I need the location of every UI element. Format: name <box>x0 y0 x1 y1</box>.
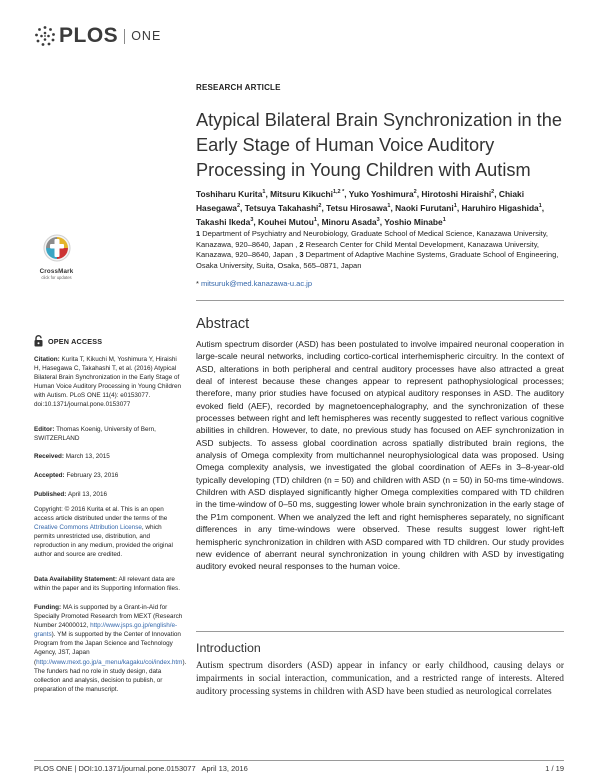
author-name: Kouhei Mutou$^1$ <box>258 216 317 227</box>
citation-text: Kurita T, Kikuchi M, Yoshimura Y, Hiraishi H, Hasegawa C, Takahashi T, et al. (2016) Atypical Bilateral Brain Synchronization in the Early Stage of Human Voice Auditory Processing in Young Children with Autism. PLoS ONE 11(4): e0153077. doi:10.1371/journal.pone.0153077 <box>34 356 182 409</box>
availability-label: Data Availability Statement: <box>34 576 118 583</box>
author-name: Tetsuya Takahashi$^2$ <box>244 202 322 213</box>
editor-block <box>34 425 184 443</box>
author-affiliation-mark: 3 <box>376 217 380 224</box>
crossmark-sub: click for updates <box>41 275 72 280</box>
funding-label: Funding: <box>34 604 62 611</box>
journal-name: ONE <box>131 29 162 43</box>
page-number: 1 / 19 <box>545 764 564 773</box>
author-affiliation-mark: 1 <box>313 217 317 224</box>
open-lock-icon <box>34 335 43 347</box>
funding-text: MA is supported by a Grant-in-Aid for Specially Promoted Research from MEXT (Research Number 24000012, <box>34 604 183 630</box>
received-block <box>34 452 184 461</box>
corresponding-star: * <box>196 279 202 288</box>
corresponding-email[interactable] <box>196 279 564 288</box>
author-affiliation-mark: 1 <box>538 203 542 210</box>
affiliation-number: 2 <box>299 239 304 249</box>
footer-divider <box>34 760 564 761</box>
author-name: Haruhiro Higashida$^1$ <box>461 202 542 213</box>
author-list: Toshiharu Kurita$^1$, Mitsuru Kikuchi$^{1,2 *}$, Yuko Yoshimura$^2$, Hirotoshi Hiraishi$^2$, Chiaki Hasegawa$^2$, Tetsuya Takahashi$^2$, Tetsu Hirosawa$^1$, Naoki Furutani$^1$, Haruhiro Higashida$^1$, Takashi Ikeda$^3$, Kouhei Mutou$^1$, Minoru Asada$^3$, Yoshio Minabe$^1$ <box>196 188 545 227</box>
accepted-block <box>34 471 184 480</box>
logo-divider <box>124 29 125 44</box>
author-affiliation-mark: 1,2 * <box>332 189 345 195</box>
published-block <box>34 490 184 499</box>
plos-dots-icon <box>34 25 56 47</box>
article-title: Atypical Bilateral Brain Synchronization in the Early Stage of Human Voice Auditory Processing in Young Children with Autism <box>196 110 562 180</box>
journal-logo[interactable] <box>34 24 161 48</box>
accepted-label: Accepted: <box>34 472 65 479</box>
author-affiliation-mark: 2 <box>236 203 241 210</box>
open-access-badge <box>34 335 102 347</box>
affiliation-number: 3 <box>299 250 304 260</box>
citation-label: Citation: <box>34 356 60 363</box>
copyright-text: Copyright: © 2016 Kurita et al. This is an open access article distributed under the terms of the <box>34 506 168 523</box>
footer-citation: PLOS ONE | DOI:10.1371/journal.pone.0153077 April 13, 2016 <box>34 764 248 773</box>
author-affiliation-mark: 1 <box>442 217 446 224</box>
affiliations <box>196 229 564 271</box>
abstract-heading: Abstract <box>196 316 250 332</box>
author-name: Tetsu Hirosawa$^1$ <box>326 202 391 213</box>
author-name: Mitsuru Kikuchi$^{1,2 *}$ <box>270 188 345 199</box>
funding-link-mext[interactable]: http://www.mext.go.jp/a_menu/kagaku/coi/index.htm <box>36 658 183 666</box>
funding-text-2: ). YM is supported by the Center of Innovation Program from the Japan Science and Technology Agency, JST, Japan ( <box>34 631 181 666</box>
editor-label: Editor: <box>34 426 55 433</box>
article-type: RESEARCH ARTICLE <box>196 83 281 92</box>
divider <box>196 300 564 301</box>
author-name: Yuko Yoshimura$^2$ <box>348 188 417 199</box>
affiliation-text: Department of Adaptive Machine Systems, Graduate School of Engineering, Osaka University, Suita, Osaka, 565–0871, Japan <box>196 250 559 270</box>
funding-text-3: ). The funders had no role in study design, data collection and analysis, decision to publish, or preparation of the manuscript. <box>34 658 187 693</box>
data-availability-block <box>34 575 184 593</box>
availability-text: All relevant data are within the paper and its Supporting Information files. <box>34 576 180 593</box>
author-name: Chiaki Hasegawa$^2$ <box>196 188 525 213</box>
author-affiliation-mark: 1 <box>453 203 457 210</box>
author-name: Yoshio Minabe$^1$ <box>384 216 446 227</box>
email-link[interactable]: mitsuruk@med.kanazawa-u.ac.jp <box>201 279 313 288</box>
divider <box>196 631 564 632</box>
author-affiliation-mark: 2 <box>491 189 495 195</box>
citation-block <box>34 355 184 410</box>
author-affiliation-mark: 2 <box>318 203 322 210</box>
introduction-heading: Introduction <box>196 641 261 655</box>
abstract-text: Autism spectrum disorder (ASD) has been postulated to involve impaired neuronal cooperation in large-scale neural networks, including cortico-cortical interhemispheric circuitry. In the context of ASD, alterations in both peripheral and central auditory processes have also attracted a great deal of interest because these changes appear to represent pathophysiological processes; therefore, many prior studies have focused on atypical auditory responses in ASD. The auditory evoked field (AEF), recorded by magnetoencephalography, and the synchronization of these processes between right and left hemispheres was recently suggested to reflect various cognitive abilities in children. However, to date, no previous study has focused on AEF synchronization in ASD subjects. To assess global coordination across spatially distributed brain regions, the analysis of Omega complexity from multichannel neurophysiological data was proposed. Using Omega complexity analysis, we investigated the global coordination of AEFs in 3–8-year-old typically developing (TD) children (n = 50) and children with ASD (n = 50) in 50-ms time-windows. Children with ASD displayed significantly higher Omega complexities compared with TD children in the time-window of 0–50 ms, suggesting lower whole brain synchronization in the early stage of the P1m component. When we analyzed the left and right hemispheres separately, no significant differences in any time-windows were observed. These results suggest lower right-left hemispheric synchronization in children with ASD compared with TD children. Our study provides new evidence of aberrant neural synchronization in young children with ASD by investigating auditory evoked neural responses to the human voice. <box>196 339 564 572</box>
author-affiliation-mark: 1 <box>262 189 266 195</box>
funding-link-jsps[interactable]: http://www.jsps.go.jp/english/e-grants <box>34 622 178 639</box>
crossmark-icon <box>42 233 72 263</box>
author-affiliation-mark: 3 <box>250 217 254 224</box>
crossmark-badge[interactable] <box>34 233 79 280</box>
author-name: Hirotoshi Hiraishi$^2$ <box>421 188 495 199</box>
copyright-block <box>34 505 184 560</box>
published-label: Published: <box>34 491 67 498</box>
open-access-label: OPEN ACCESS <box>48 336 103 346</box>
received-date: March 13, 2015 <box>65 453 110 460</box>
affiliation-number: 1 <box>196 229 201 238</box>
license-link[interactable]: Creative Commons Attribution License <box>34 524 142 532</box>
author-affiliation-mark: 2 <box>413 189 417 195</box>
editor-text: Thomas Koenig, University of Bern, SWITZERLAND <box>34 426 156 443</box>
copyright-text-end: , which permits unrestricted use, distribution, and reproduction in any medium, provided the original author and source are credited. <box>34 524 173 559</box>
author-name: Takashi Ikeda$^3$ <box>196 216 254 227</box>
accepted-date: February 23, 2016 <box>66 472 119 479</box>
logo-text: PLOS <box>59 24 119 47</box>
author-name: Naoki Furutani$^1$ <box>395 202 457 213</box>
author-name: Minoru Asada$^3$ <box>321 216 380 227</box>
affiliation-text: Research Center for Child Mental Development, Kanazawa University, Kanazawa, 920–8640, Japan , <box>196 239 539 260</box>
author-name: Toshiharu Kurita$^1$ <box>196 188 266 199</box>
crossmark-label: CrossMark <box>39 268 74 275</box>
affiliation-text: Department of Psychiatry and Neurobiology, Graduate School of Medical Science, Kanazawa University, Kanazawa, 920–8640, Japan , <box>196 229 548 249</box>
introduction-text: Autism spectrum disorders (ASD) appear in infancy or early childhood, causing delays or impairments in social interaction, communication, and a restricted range of interests. Altered auditory processing systems in children with ASD have been studied as neurological correlates <box>196 661 564 698</box>
funding-block <box>34 603 187 694</box>
published-date: April 13, 2016 <box>67 491 108 498</box>
author-affiliation-mark: 1 <box>387 203 391 210</box>
received-label: Received: <box>34 453 64 460</box>
